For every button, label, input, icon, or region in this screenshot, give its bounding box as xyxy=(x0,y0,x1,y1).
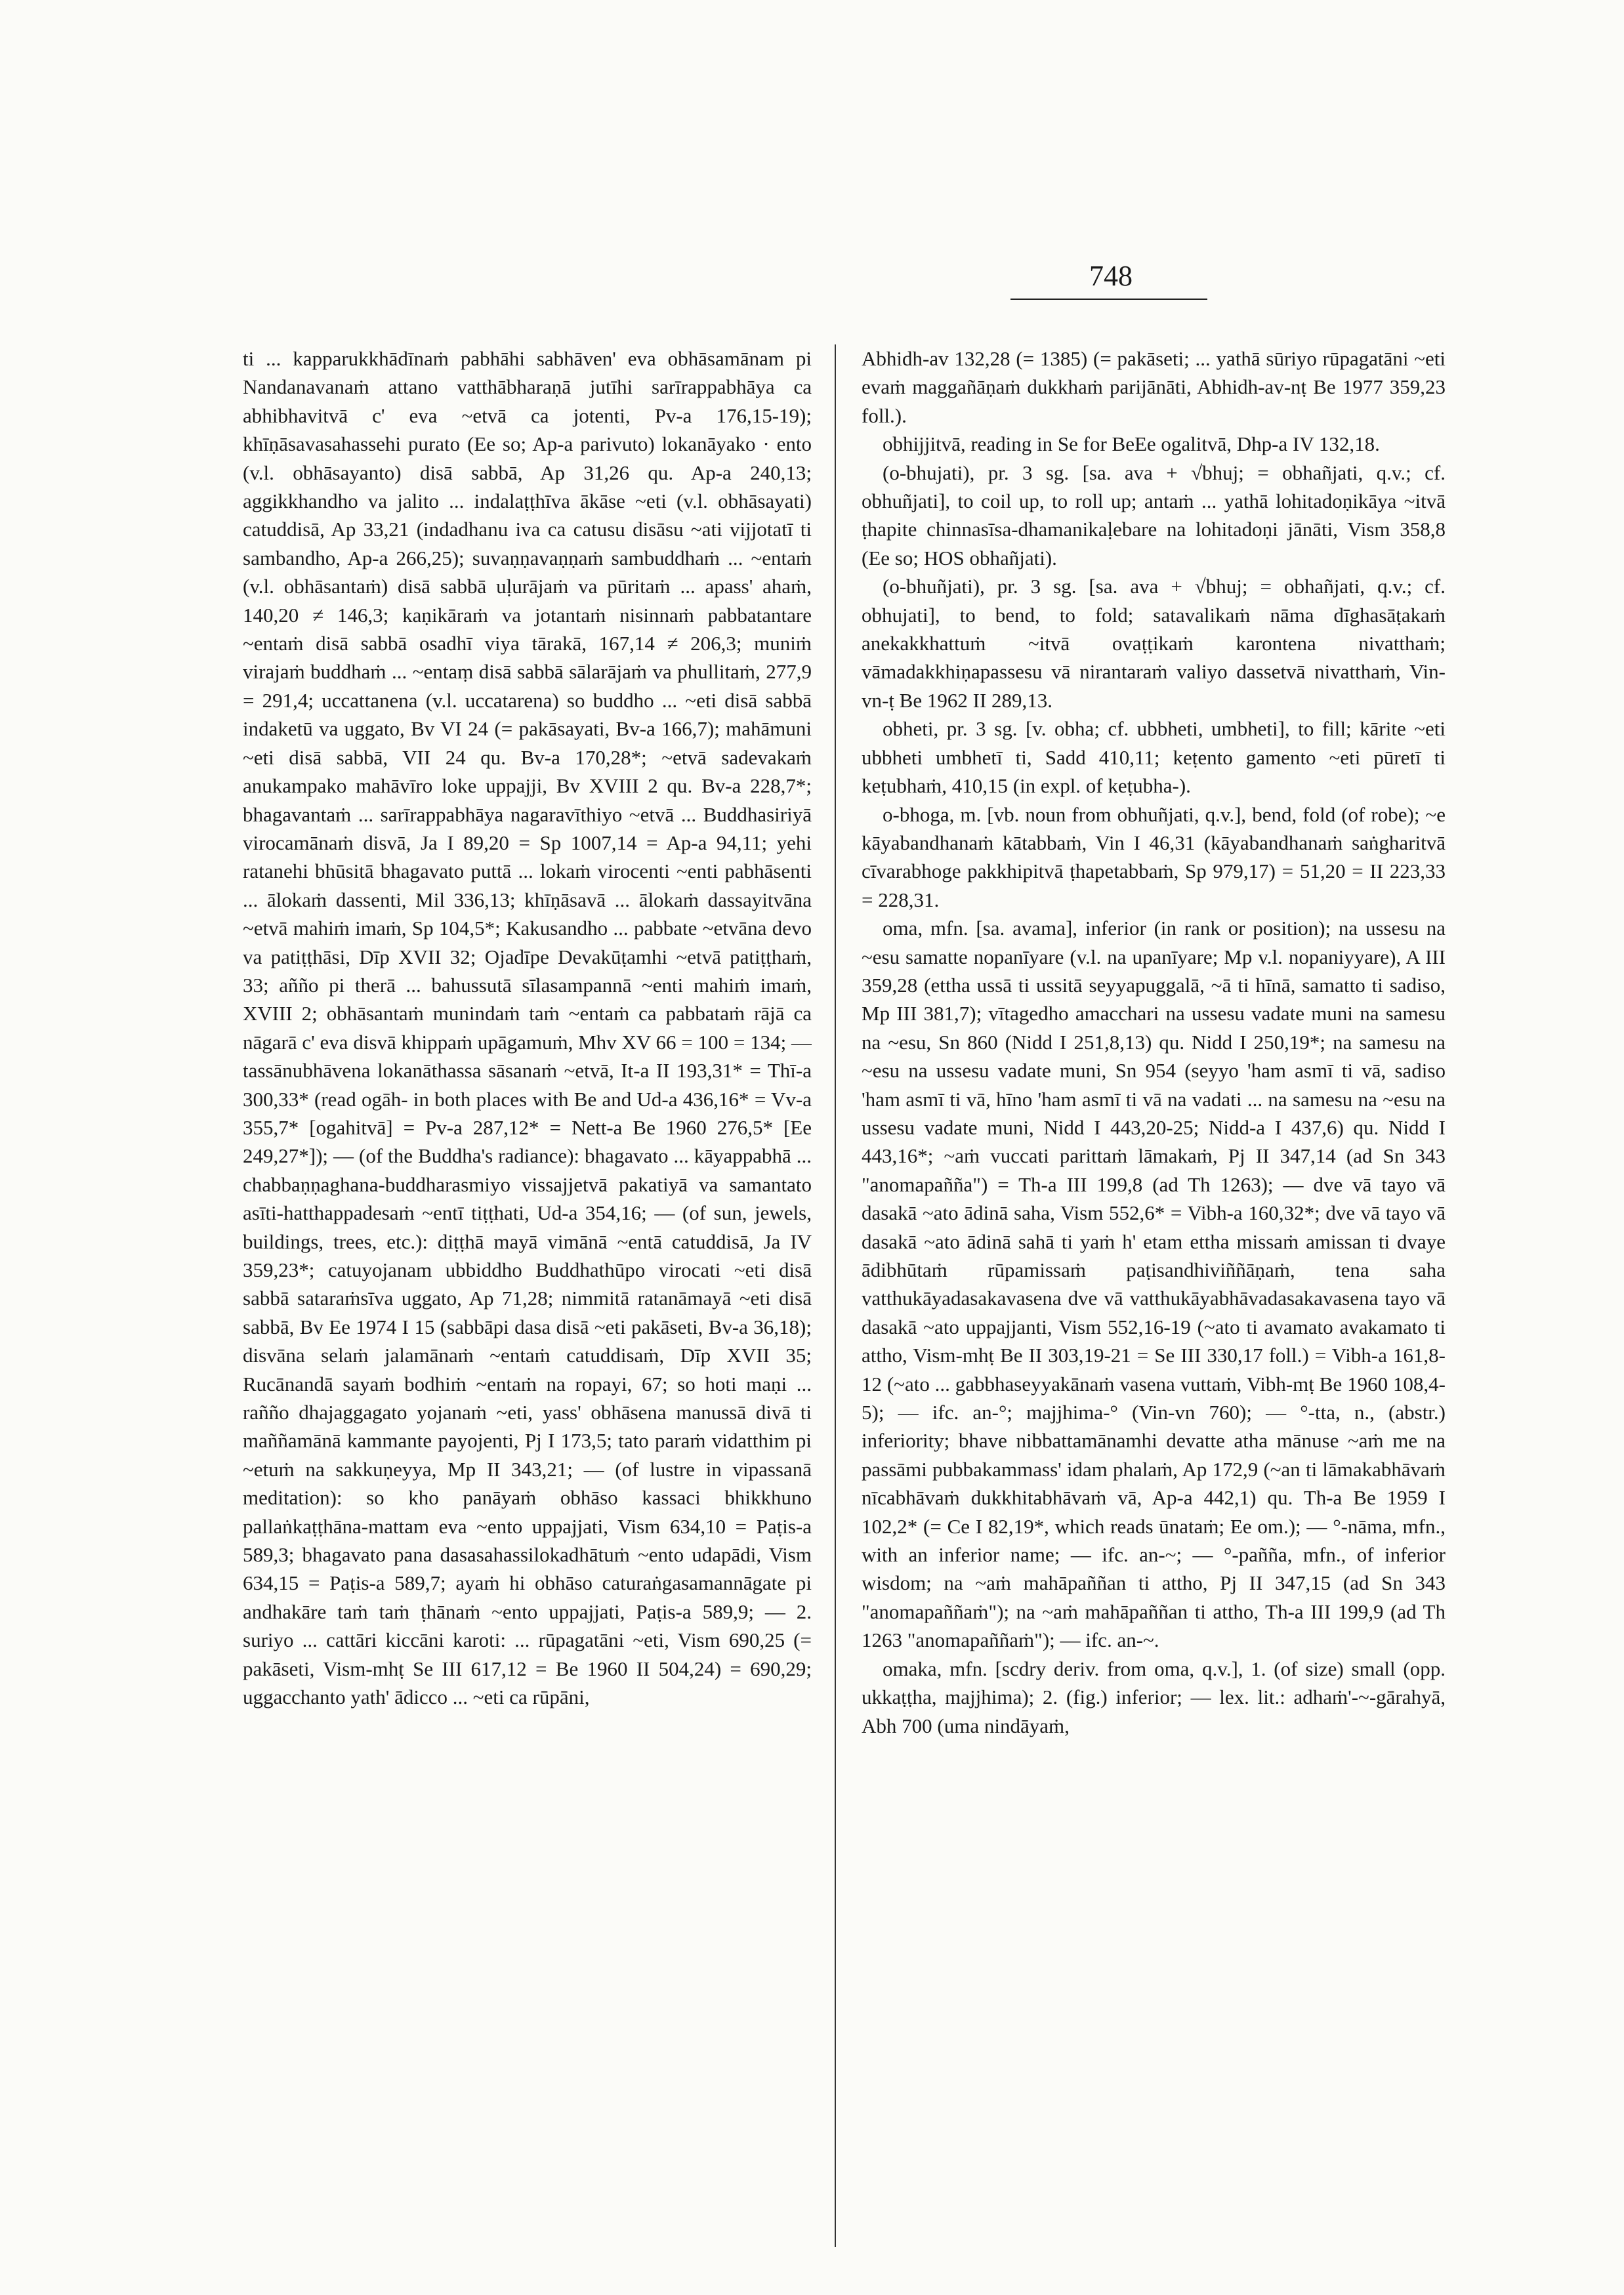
entry-abhidh-continuation: Abhidh-av 132,28 (= 1385) (= pakāseti; ... yathā sūriyo rūpagatāni ~eti evaṁ maggañāṇaṁ dukkhaṁ parijānāti, Abhidh-av-nṭ Be 1977 359,23 foll.). xyxy=(862,347,1446,427)
entry-obhunjati: (o-bhuñjati), pr. 3 sg. [sa. ava + √bhuj; = obhañjati, q.v.; cf. obhujati], to bend, to fold; satavalikaṁ nāma dīghasāṭakaṁ anekakkhattuṁ ~itvā ovaṭṭikaṁ karontena nivatthaṁ; vāmadakkhiṇapassesu vā nirantaraṁ valiyo dassetvā nivatthaṁ, Vin-vn-ṭ Be 1962 II 289,13. xyxy=(862,575,1446,712)
entry-obheti: obheti, pr. 3 sg. [v. obha; cf. ubbheti, umbheti], to fill; kārite ~eti ubbheti umbhetī ti, Sadd 410,11; keṭento gamento ~eti pūretī ti keṭubhaṁ, 410,15 (in expl. of keṭubha-). xyxy=(862,717,1446,798)
page-number: 748 xyxy=(1089,260,1133,292)
entry-obhujati: (o-bhujati), pr. 3 sg. [sa. ava + √bhuj; = obhañjati, q.v.; cf. obhuñjati], to coil up, to roll up; antaṁ ... yathā lohitadoṇikāya ~itvā ṭhapite chinnasīsa-dhamanikaḷebare na lohitadoṇi jānāti, Vism 358,8 (Ee so; HOS obhañjati). xyxy=(862,461,1446,569)
right-column xyxy=(862,344,1446,2273)
left-paragraph-1: ti ... kapparukkhādīnaṁ pabhāhi sabhāven' eva obhāsamānam pi Nandanavanaṁ attano vatthābharaṇā jutīhi sarīrappabhāya ca abhibhavitvā c' eva ~etvā ca jotenti, Pv-a 176,15-19); khīṇāsavasahassehi purato (Ee so; Ap-a parivuto) lokanāyako · ento (v.l. obhāsayanto) disā sabbā, Ap 31,26 qu. Ap-a 240,13; aggikkhandho va jalito ... indalaṭṭhīva ākāse ~eti (v.l. obhāsayati) catuddisā, Ap 33,21 (indadhanu iva ca catusu disāsu ~ati vijjotatī ti sambandho, Ap-a 266,25); suvaṇṇavaṇṇaṁ sambuddhaṁ ... ~entaṁ (v.l. obhāsantaṁ) disā sabbā uḷurājaṁ va pūritaṁ ... apass' ahaṁ, 140,20 ≠ 146,3; kaṇikāraṁ va jotantaṁ nisinnaṁ pabbatantare ~entaṁ disā sabbā osadhī viya tārakā, 167,14 ≠ 206,3; muniṁ virajaṁ buddhaṁ ... ~entaṃ disā sabbā sālarājaṁ va phullitaṁ, 277,9 = 291,4; uccattanena (v.l. uccatarena) so buddho ... ~eti disā sabbā indaketū va uggato, Bv VI 24 (= pakāsayati, Bv-a 166,7); mahāmuni ~eti disā sabbā, VII 24 qu. Bv-a 170,28*; ~etvā sadevakaṁ anukampako mahāvīro loke uppajji, Bv XVIII 2 qu. Bv-a 228,7*; bhagavantaṁ ... sarīrappabhāya nagaravīthiyo ~etvā ... Buddhasiriyā virocamānaṁ disvā, Ja I 89,20 = Sp 1007,14 = Ap-a 94,11; yehi ratanehi bhūsitā bhagavato puttā ... lokaṁ virocenti ~enti pabhāsenti ... ālokaṁ dassenti, Mil 336,13; khīṇāsavā ... ālokaṁ dassayitvāna ~etvā mahiṁ imaṁ, Sp 104,5*; Kakusandho ... pabbate ~etvāna devo va patiṭṭhāsi, Dīp XVII 32; Ojadīpe Devakūṭamhi ~etvā patiṭṭhaṁ, 33; añño pi therā ... bahussutā sīlasampannā ~enti mahiṁ imaṁ, XVIII 2; obhāsantaṁ munindaṁ taṁ ~entaṁ ca pabbataṁ rājā ca nāgarā c' eva disvā khippaṁ upāgamuṁ, Mhv XV 66 = 100 = 134; — tassānubhāvena lokanāthassa sāsanaṁ ~etvā, It-a II 193,31* = Thī-a 300,33* (read ogāh- in both places with Be and Ud-a 436,16* = Vv-a 355,7* [ogahitvā] = Pv-a 287,12* = Nett-a Be 1960 276,5* [Ee 249,27*]); — (of the Buddha's radiance): bhagavato ... kāyappabhā ... chabbaṇṇaghana-buddharasmiyo vissajjetvā pakatiyā va samantato asīti-hatthappadesaṁ ~entī tiṭṭhati, Ud-a 354,16; — (of sun, jewels, buildings, trees, etc.): diṭṭhā mayā vimānā ~entā catuddisā, Ja IV 359,23*; catuyojanam ubbiddho Buddhathūpo virocati ~eti disā sabbā sataraṁsīva uggato, Ap 71,28; nimmitā ratanāmayā ~eti disā sabbā, Bv Ee 1974 I 15 (sabbāpi dasa disā ~eti pakāseti, Bv-a 36,18); disvāna selaṁ jalamānaṁ ~entaṁ catuddisaṁ, Dīp XVII 35; Rucānandā sayaṁ bodhiṁ ~entaṁ na ropayi, 67; so hoti maṇi ... rañño dhajaggagato yojanaṁ ~eti, yass' obhāsena manussā divā ti maññamānā kammante payojenti, Pj I 173,5; tato paraṁ vidatthim pi ~etuṁ na sakkuṇeyya, Mp II 343,21; — (of lustre in vipassanā meditation): so kho panāyaṁ obhāso kassaci bhikkhuno pallaṅkaṭṭhāna-mattam eva ~ento uppajjati, Vism 634,10 = Paṭis-a 589,3; bhagavato pana dasasahassilokadhātuṁ ~ento udapādi, Vism 634,15 = Paṭis-a 589,7; ayaṁ hi obhāso caturaṅgasamannāgate pi andhakāre taṁ taṁ ṭhānaṁ ~ento uppajjati, Paṭis-a 589,9; — 2. suriyo ... cattāri kiccāni karoti: ... rūpagatāni ~eti, Vism 690,25 (= pakāseti, Vism-mhṭ Se III 617,12 = Be 1960 II 504,24) = 690,29; uggacchanto yath' ādicco ... ~eti ca rūpāni, xyxy=(243,347,812,1709)
entry-omaka: omaka, mfn. [scdry deriv. from oma, q.v.], 1. (of size) small (opp. ukkaṭṭha, majjhima); 2. (fig.) inferior; — lex. lit.: adhaṁ'-~-gārahyā, Abh 700 (uma nindāyaṁ, xyxy=(862,1657,1446,1737)
page-number-rule xyxy=(1010,299,1207,300)
entry-obhijjitva: obhijjitvā, reading in Se for BeEe ogalitvā, Dhp-a IV 132,18. xyxy=(883,432,1380,456)
entry-oma: oma, mfn. [sa. avama], inferior (in rank or position); na ussesu na ~esu samatte nopanīyare (v.l. na upanīyare; Mp v.l. nopaniyyare), A III 359,28 (ettha ussā ti ussitā seyyapuggalā, ~ā ti hīnā, samatto ti sadiso, Mp III 381,7); vītagedho amacchari na ussesu vadate muni na samesu na ~esu, Sn 860 (Nidd I 251,8,13) qu. Nidd I 250,19*; na samesu na ~esu na ussesu vadate muni, Sn 954 (seyyo 'ham asmī ti vā, sadiso 'ham asmī ti vā, hīno 'ham asmī ti vā na vadati ... na samesu na ~esu na ussesu vadate muni, Nidd I 443,20-25; Nidd-a I 437,6) qu. Nidd I 443,16*; ~aṁ vuccati parittaṁ lāmakaṁ, Pj II 347,14 (ad Sn 343 "anomapañña") = Th-a III 199,8 (ad Th 1263); — dve vā tayo vā dasakā ~ato ādinā saha, Vism 552,6* = Vibh-a 160,32*; dve vā tayo vā dasakā ~ato ādinā sahā ti yaṁ h' etam ettha missaṁ amissan ti dvaye ādibhūtaṁ rūpamissaṁ paṭisandhiviññāṇaṁ, tena saha vatthukāyadasakavasena dve vā vatthukāyabhāvadasakavasena tayo vā dasakā ~ato uppajjanti, Vism 552,16-19 (~ato ti avamato avakamato ti attho, Vism-mhṭ Be II 303,19-21 = Se III 330,17 foll.) = Vibh-a 161,8-12 (~ato ... gabbhaseyyakānaṁ vasena vuttaṁ, Vibh-mṭ Be 1960 108,4-5); — ifc. an-°; majjhima-° (Vin-vn 760); — °-tta, n., (abstr.) inferiority; bhave nibbattamānamhi devatte atha mānuse ~aṁ me na passāmi pubbakammass' idam phalaṁ, Ap 172,9 (~an ti lāmakabhāvaṁ nīcabhāvaṁ dukkhitabhāvaṁ vā, Ap-a 442,1) qu. Th-a Be 1959 I 102,2* (= Ce I 82,19*, which reads ūnataṁ; Ee om.); — °-nāma, mfn., with an inferior name; — ifc. an-~; — °-pañña, mfn., of inferior wisdom; na ~aṁ mahāpaññan ti attho, Pj II 347,15 (ad Sn 343 "anomapaññaṁ"); na ~aṁ mahāpaññan ti attho, Th-a III 199,9 (ad Th 1263 "anomapaññaṁ"); — ifc. an-~. xyxy=(862,917,1446,1652)
entry-obhoga: o-bhoga, m. [vb. noun from obhuñjati, q.v.], bend, fold (of robe); ~e kāyabandhanaṁ kātabbaṁ, Vin I 46,31 (kāyabandhanaṁ saṅgharitvā cīvarabhoge pakkhipitvā ṭhapetabbaṁ, Sp 979,17) = 51,20 = II 223,33 = 228,31. xyxy=(862,802,1446,911)
left-column xyxy=(243,344,812,2273)
column-divider xyxy=(835,344,836,2247)
